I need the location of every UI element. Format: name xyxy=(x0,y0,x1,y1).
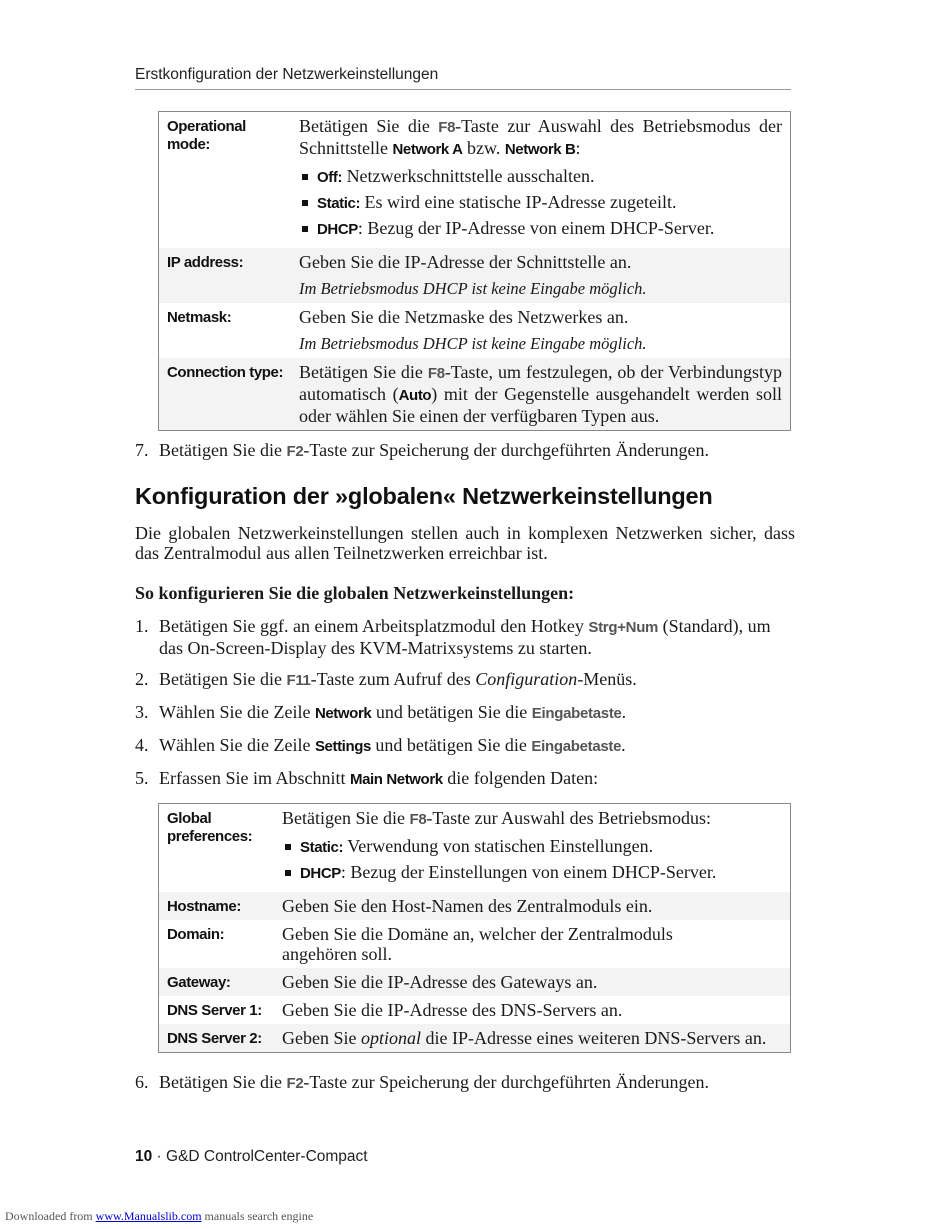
table-row xyxy=(159,804,791,893)
row-description: Betätigen Sie die F8-Taste, um festzulegen, ob der Verbindungstyp automatisch (Auto) mit der Gegenstelle ausgehandelt werden soll oder wählen Sie einen der verfügbaren Typen aus. xyxy=(299,358,791,431)
row-note: Im Betriebsmodus DHCP ist keine Eingabe möglich. xyxy=(299,279,647,298)
step-7: 7. Betätigen Sie die F2-Taste zur Speicherung der durchgeführten Änderungen. xyxy=(135,440,709,460)
row-description: Geben Sie die IP-Adresse der Schnittstelle an. Im Betriebsmodus DHCP ist keine Eingabe möglich. xyxy=(299,248,791,303)
mode-list xyxy=(299,166,782,240)
page-footer: 10 · G&D ControlCenter-Compact xyxy=(135,1148,368,1165)
step-2: 2. Betätigen Sie die F11-Taste zum Aufruf des Configuration-Menüs. xyxy=(135,669,637,689)
row-label: Domain: xyxy=(167,926,225,943)
row-description: Geben Sie die IP-Adresse des Gateways an. xyxy=(282,968,791,996)
global-settings-table xyxy=(158,803,791,1053)
manualslib-link[interactable]: www.Manualslib.com xyxy=(95,1209,202,1223)
list-item: DHCP: Bezug der IP-Adresse von einem DHCP-Server. xyxy=(299,218,782,240)
key-f8: F8 xyxy=(438,119,456,136)
step-1: 1. Betätigen Sie ggf. an einem Arbeitsplatzmodul den Hotkey Strg+Num (Standard), um das On-Screen-Display des KVM-Matrixsystems zu starten. xyxy=(135,616,771,658)
row-description: Geben Sie den Host-Namen des Zentralmoduls ein. xyxy=(282,892,791,920)
row-description: Betätigen Sie die F8-Taste zur Auswahl des Betriebsmodus: Static: Verwendung von statischen Einstellungen. DHCP: Bezug der Einstellungen von einem DHCP-Server. xyxy=(282,804,791,893)
row-description: Geben Sie die IP-Adresse des DNS-Servers an. xyxy=(282,1000,623,1020)
row-label: DNS Server 1: xyxy=(167,1002,262,1019)
table-row xyxy=(159,358,791,431)
table-row xyxy=(159,112,791,249)
row-description: Geben Sie die Netzmaske des Netzwerkes an. Im Betriebsmodus DHCP ist keine Eingabe möglich. xyxy=(299,303,791,358)
procedure-heading: So konfigurieren Sie die globalen Netzwerkeinstellungen: xyxy=(135,583,575,603)
intro-paragraph: Die globalen Netzwerkeinstellungen stellen auch in komplexen Netzwerken sicher, dass das Zentralmodul aus allen Teilnetzwerken erreichbar ist. xyxy=(135,523,795,563)
list-item: Off: Netzwerkschnittstelle ausschalten. xyxy=(299,166,782,188)
row-label: IP address: xyxy=(159,248,300,303)
row-label: DNS Server 2: xyxy=(159,1024,283,1053)
row-label: Global preferences: xyxy=(167,810,253,845)
row-label: Connection type: xyxy=(159,358,300,431)
list-item: Static: Verwendung von statischen Einstellungen. xyxy=(282,836,782,858)
row-description: Geben Sie optional die IP-Adresse eines weiteren DNS-Servers an. xyxy=(282,1024,791,1053)
table-row xyxy=(159,303,791,358)
row-label: Operational mode: xyxy=(167,118,246,153)
interface-settings-table xyxy=(158,111,791,431)
table-row xyxy=(159,996,791,1024)
section-heading: Konfiguration der »globalen« Netzwerkeinstellungen xyxy=(135,483,713,509)
mode-list xyxy=(282,836,782,884)
table-row xyxy=(159,1024,791,1053)
manual-title: G&D ControlCenter-Compact xyxy=(166,1148,368,1165)
row-label: Netmask: xyxy=(167,309,232,326)
table-row xyxy=(159,968,791,996)
table-row xyxy=(159,248,791,303)
step-6: 6. Betätigen Sie die F2-Taste zur Speicherung der durchgeführten Änderungen. xyxy=(135,1072,709,1092)
step-3: 3. Wählen Sie die Zeile Network und betätigen Sie die Eingabetaste. xyxy=(135,702,627,722)
download-note: Downloaded from www.Manualslib.com manuals search engine xyxy=(5,1209,314,1223)
page-number: 10 xyxy=(135,1148,153,1165)
header-rule xyxy=(135,89,791,90)
step-4: 4. Wählen Sie die Zeile Settings und betätigen Sie die Eingabetaste. xyxy=(135,735,626,755)
list-item: DHCP: Bezug der Einstellungen von einem DHCP-Server. xyxy=(282,862,782,884)
list-item: Static: Es wird eine statische IP-Adresse zugeteilt. xyxy=(299,192,782,214)
row-label: Hostname: xyxy=(159,892,283,920)
step-5: 5. Erfassen Sie im Abschnitt Main Network die folgenden Daten: xyxy=(135,768,599,788)
table-row xyxy=(159,920,791,968)
table-row xyxy=(159,892,791,920)
row-label: Gateway: xyxy=(159,968,283,996)
row-description: Betätigen Sie die F8-Taste zur Auswahl des Betriebsmodus der Schnittstelle Network A bzw. Network B: Off: Netzwerkschnittstelle ausschalten. Static: Es wird eine statische IP-Adresse zugeteilt. DHCP: Bezug der IP-Adresse von einem DHCP-Server. xyxy=(299,116,782,238)
row-note: Im Betriebsmodus DHCP ist keine Eingabe möglich. xyxy=(299,334,647,353)
running-header: Erstkonfiguration der Netzwerkeinstellungen xyxy=(135,66,439,83)
row-description: Geben Sie die Domäne an, welcher der Zentralmoduls angehören soll. xyxy=(282,924,673,964)
